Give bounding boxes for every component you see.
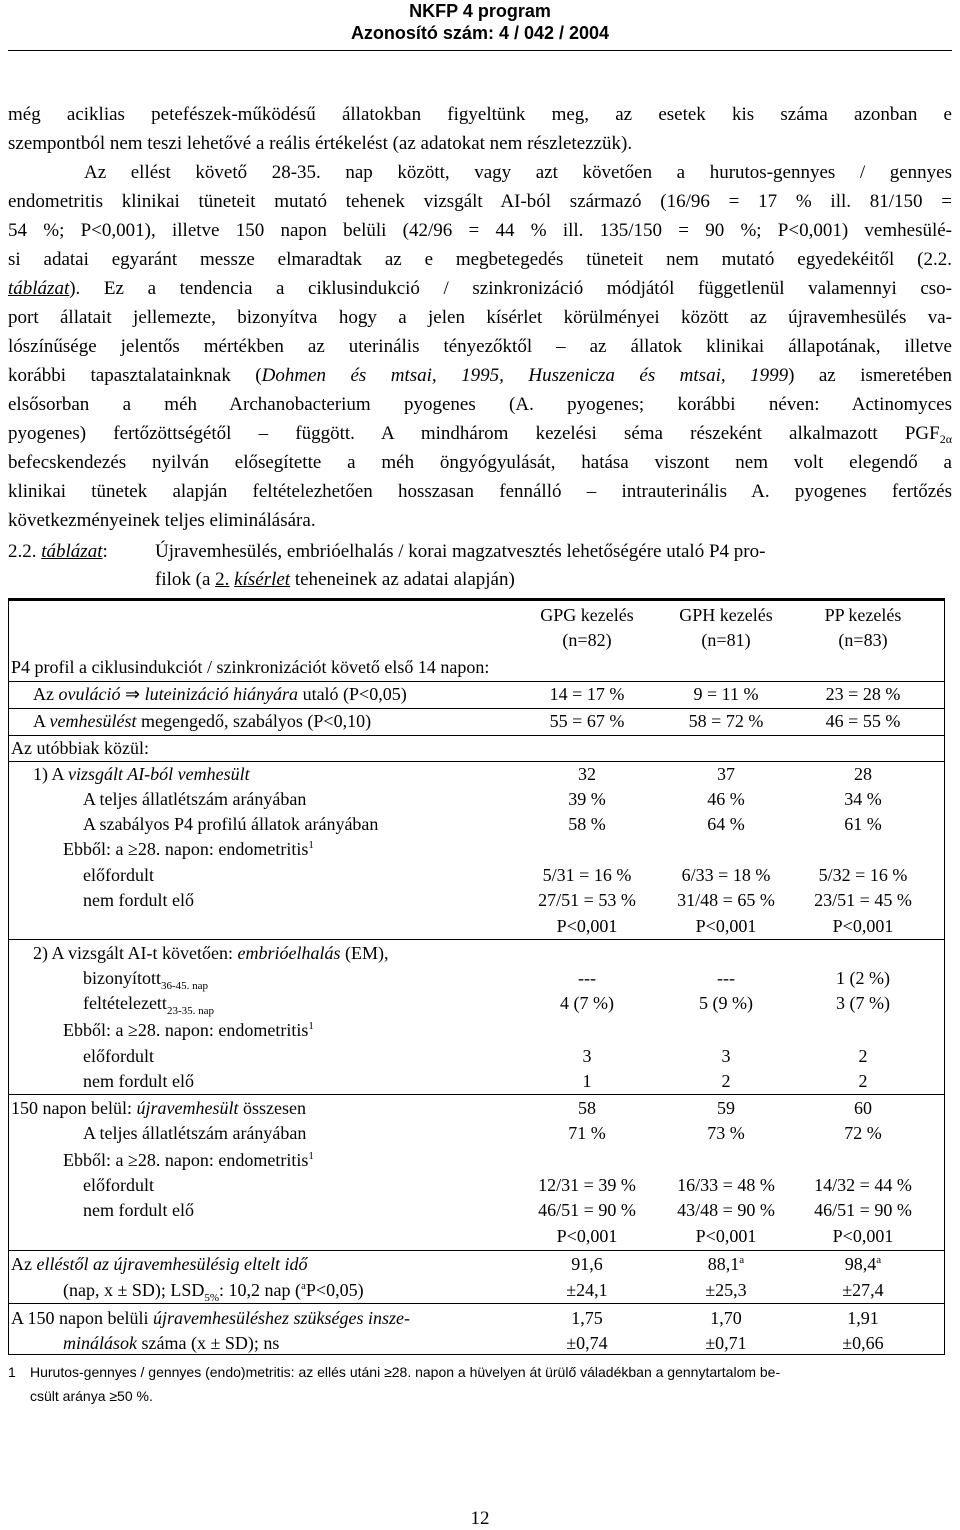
cell: 46 = 55 % <box>825 711 901 731</box>
cell: ±27,4 <box>842 1280 884 1300</box>
table-row <box>8 735 952 761</box>
table-row <box>8 1043 952 1069</box>
cell: 34 % <box>844 789 882 809</box>
row-label: minálások száma (x ± SD); ns <box>63 1333 280 1353</box>
cell: 58 = 72 % <box>688 711 764 731</box>
cell: P<0,001 <box>556 1226 618 1246</box>
column-n: (n=82) <box>562 630 612 650</box>
cell: 32 <box>578 764 596 784</box>
row-label: 1) A vizsgált AI-ból vemhesült <box>33 764 250 784</box>
cell: 23/51 = 45 % <box>814 890 912 910</box>
column-header: GPH kezelés <box>679 605 773 625</box>
cell: ±25,3 <box>705 1280 747 1300</box>
table-caption-label: 2.2. táblázat: <box>8 541 108 562</box>
table-caption-line2: filok (a 2. kísérlet teheneinek az adatai alapján) <box>155 569 515 590</box>
row-label: Ebből: a ≥28. napon: endometritis$^1$ <box>63 839 314 859</box>
cell: 58 % <box>568 814 606 834</box>
row-label: (nap, x ± SD); $LSD_{5\%}$: 10,2 nap ($^a$P<0,05) <box>63 1280 364 1304</box>
cell: P<0,001 <box>695 1226 757 1246</box>
cell: 14/32 = 44 % <box>814 1175 912 1195</box>
table-row <box>8 862 952 888</box>
table-row <box>8 1172 952 1198</box>
cell: --- <box>717 968 735 988</box>
cell: 91,6 <box>571 1254 603 1274</box>
cell: 1,70 <box>710 1308 742 1328</box>
cell: ±0,74 <box>566 1333 608 1353</box>
row-label: Az utóbbiak közül: <box>11 738 149 758</box>
cell: --- <box>578 968 596 988</box>
text-line: elsősorban a méh Archanobacterium pyogenes (A. pyogenes; korábbi néven: Actinomyces <box>8 394 952 415</box>
cell: 6/33 = 18 % <box>681 865 771 885</box>
cell: 9 = 11 % <box>693 684 759 704</box>
header-id: Azonosító szám: 4 / 042 / 2004 <box>350 23 610 43</box>
row-label: 2) A vizsgált AI-t követően: embrióelhalás (EM), <box>33 943 389 963</box>
table-row <box>8 887 952 913</box>
row-label: előfordult <box>83 1175 154 1195</box>
implies-arrow-icon: ⇒ <box>120 684 145 704</box>
cell: 3 <box>582 1046 592 1066</box>
table-row <box>8 965 952 991</box>
table-reference-link[interactable]: táblázat <box>8 278 70 299</box>
text-line: Az ellést követő 28-35. nap között, vagy azt követően a hurutos-gennyes / gennyes <box>84 162 952 183</box>
cell: 73 % <box>707 1123 745 1143</box>
table-row <box>8 1277 952 1303</box>
cell: 72 % <box>844 1123 882 1143</box>
cell: 61 % <box>844 814 882 834</box>
text-line: si adatai egyaránt messze elmaradtak az e megbetegedés tüneteit nem mutató egyedekéitől (2.2. <box>8 249 952 270</box>
cell: 27/51 = 53 % <box>538 890 636 910</box>
text-line: befecskendezés nyilván elősegítette a méh öngyógyulását, hatása viszont nem volt elegendő a <box>8 452 952 473</box>
table-row <box>8 811 952 837</box>
text-line: endometritis klinikai tüneteit mutató tehenek vizsgált AI-ból származó (16/96 = 17 % ill. 81/150 = <box>8 191 952 212</box>
row-label: Ebből: a ≥28. napon: endometritis$^1$ <box>63 1150 314 1170</box>
text-line: következményeinek teljes eliminálására. <box>8 510 316 531</box>
cell: 2 <box>721 1071 731 1091</box>
row-label: A vemhesülést megengedő, szabályos (P<0,10) <box>33 711 372 731</box>
cell: ±0,71 <box>705 1333 747 1353</box>
table-header-row <box>8 602 952 628</box>
row-label: Ebből: a ≥28. napon: endometritis$^1$ <box>63 1020 314 1040</box>
row-label: 150 napon belül: újravemhesült összesen <box>11 1098 306 1118</box>
cell: 39 % <box>568 789 606 809</box>
text-line: korábbi tapasztalatainknak (Dohmen és mtsai, 1995, Huszenicza és mtsai, 1999) az ismeretében <box>8 365 952 386</box>
table-top-rule <box>8 598 945 601</box>
row-label: A teljes állatlétszám arányában <box>83 789 307 809</box>
cell: 46 % <box>707 789 745 809</box>
footnote-mark: 1 <box>8 1364 16 1380</box>
cell: 5 (9 %) <box>699 993 753 1013</box>
row-label: feltételezett$_{23-35. nap}$ <box>83 993 214 1017</box>
table-row <box>8 1330 952 1356</box>
cell: 46/51 = 90 % <box>538 1200 636 1220</box>
table-row <box>8 836 952 862</box>
row-label: Az ovuláció ⇒ luteinizáció hiányára utaló (P<0,05) <box>33 684 407 704</box>
row-label: A teljes állatlétszám arányában <box>83 1123 307 1143</box>
row-label: Az elléstől az újravemhesülésig eltelt idő <box>11 1254 308 1274</box>
table-row <box>8 990 952 1016</box>
cell: 55 = 67 % <box>549 711 625 731</box>
table-row <box>8 1068 952 1094</box>
table-row <box>8 681 952 707</box>
cell: 64 % <box>707 814 745 834</box>
row-label: előfordult <box>83 1046 154 1066</box>
cell: P<0,001 <box>832 916 894 936</box>
table-header-n-row <box>8 627 952 653</box>
cell: 31/48 = 65 % <box>677 890 775 910</box>
text-line: port állatait jellemezte, bizonyítva hogy a jelen kísérlet körülményei között az újravemhesülés va- <box>8 307 952 328</box>
cell: 3 (7 %) <box>836 993 890 1013</box>
row-label: A szabályos P4 profilú állatok arányában <box>83 814 379 834</box>
table-row <box>8 1120 952 1146</box>
cell: 12/31 = 39 % <box>538 1175 636 1195</box>
cell: 43/48 = 90 % <box>677 1200 775 1220</box>
cell: 1 <box>582 1071 592 1091</box>
footnote-continued: csült aránya ≥50 %. <box>30 1388 153 1404</box>
cell: 2 <box>858 1046 868 1066</box>
cell: 4 (7 %) <box>560 993 614 1013</box>
table-row <box>8 1251 952 1277</box>
footnote-mark: 1 <box>308 1020 314 1032</box>
cell: 58 <box>578 1098 596 1118</box>
cell: 98,4$^a$ <box>844 1254 882 1274</box>
text-line: még aciklias petefészek-működésű állatokban figyeltünk meg, az esetek kis száma azonban e <box>8 104 952 125</box>
cell: 1,75 <box>571 1308 603 1328</box>
column-n: (n=83) <box>838 630 888 650</box>
body-paragraph <box>8 100 952 535</box>
row-label: A 150 napon belüli újravemhesüléshez szükséges insze- <box>11 1308 410 1328</box>
cell: 23 = 28 % <box>825 684 901 704</box>
cell: 60 <box>854 1098 872 1118</box>
cell: 1,91 <box>847 1308 879 1328</box>
header-rule <box>8 50 952 51</box>
table-row <box>8 1095 952 1121</box>
footnote-text: Hurutos-gennyes / gennyes (endo)metritis: az ellés utáni ≥28. napon a hüvelyen át ürülő váladékban a gennytartalom be- <box>30 1364 781 1380</box>
cell: 59 <box>717 1098 735 1118</box>
text-line: táblázat). Ez a tendencia a ciklusindukció / szinkronizáció módjától függetlenül valamennyi cso- <box>8 278 952 299</box>
cell: 46/51 = 90 % <box>814 1200 912 1220</box>
cell: P<0,001 <box>832 1226 894 1246</box>
table-row <box>8 786 952 812</box>
row-label: nem fordult elő <box>83 890 194 910</box>
table-row <box>8 913 952 939</box>
column-n: (n=81) <box>701 630 751 650</box>
table-row <box>8 1197 952 1223</box>
row-label: P4 profil a ciklusindukciót / szinkronizációt követő első 14 napon: <box>11 657 490 677</box>
text-line: klinikai tünetek alapján feltételezhetően hosszasan fennálló – intrauterinális A. pyogenes fertőzés <box>8 481 952 502</box>
table-row <box>8 1305 952 1331</box>
table-row <box>8 1223 952 1249</box>
cell: 37 <box>717 764 735 784</box>
table-row <box>8 654 952 680</box>
cell: ±0,66 <box>842 1333 884 1353</box>
table-row <box>8 708 952 734</box>
cell: ±24,1 <box>566 1280 608 1300</box>
text-line: lószínűsége jelentős mértékben az uterinális tényezőktől – az állatok klinikai állapotának, illetve <box>8 336 952 357</box>
text-line: szempontból nem teszi lehetővé a reális értékelést (az adatokat nem részletezzük). <box>8 133 633 154</box>
cell: 3 <box>721 1046 731 1066</box>
page-number: 12 <box>470 1508 490 1529</box>
column-header: GPG kezelés <box>540 605 634 625</box>
table-caption-line1: Újravemhesülés, embrióelhalás / korai magzatvesztés lehetőségére utaló P4 pro- <box>155 541 766 562</box>
footnote-mark: 1 <box>308 1150 314 1162</box>
text-line: pyogenes) fertőzöttségétől – függött. A mindhárom kezelési séma részeként alkalmazott $PGF_{2\alpha}$ <box>8 423 952 446</box>
citation: Dohmen és mtsai, 1995, Huszenicza és mtsai, 1999 <box>261 365 789 386</box>
cell: P<0,001 <box>695 916 757 936</box>
row-label: nem fordult elő <box>83 1071 194 1091</box>
cell: 88,1$^a$ <box>707 1254 745 1274</box>
cell: 28 <box>854 764 872 784</box>
cell: 5/31 = 16 % <box>542 865 632 885</box>
cell: 16/33 = 48 % <box>677 1175 775 1195</box>
row-label: bizonyított$_{36-45. nap}$ <box>83 968 209 992</box>
cell: 5/32 = 16 % <box>818 865 908 885</box>
row-label: előfordult <box>83 865 154 885</box>
text-line: 54 %; P<0,001), illetve 150 napon belüli (42/96 = 44 % ill. 135/150 = 90 %; P<0,001) vemhesülé- <box>8 220 952 241</box>
table-row <box>8 1017 952 1043</box>
cell: P<0,001 <box>556 916 618 936</box>
table-row <box>8 761 952 787</box>
table-row <box>8 940 952 966</box>
footnote-mark: 1 <box>308 839 314 851</box>
table-row <box>8 1147 952 1173</box>
cell: 71 % <box>568 1123 606 1143</box>
cell: 1 (2 %) <box>836 968 890 988</box>
column-header: PP kezelés <box>824 605 902 625</box>
row-label: nem fordult elő <box>83 1200 194 1220</box>
cell: 14 = 17 % <box>549 684 625 704</box>
footnote <box>8 1360 780 1384</box>
cell: 2 <box>858 1071 868 1091</box>
header-program: NKFP 4 program <box>409 1 551 21</box>
